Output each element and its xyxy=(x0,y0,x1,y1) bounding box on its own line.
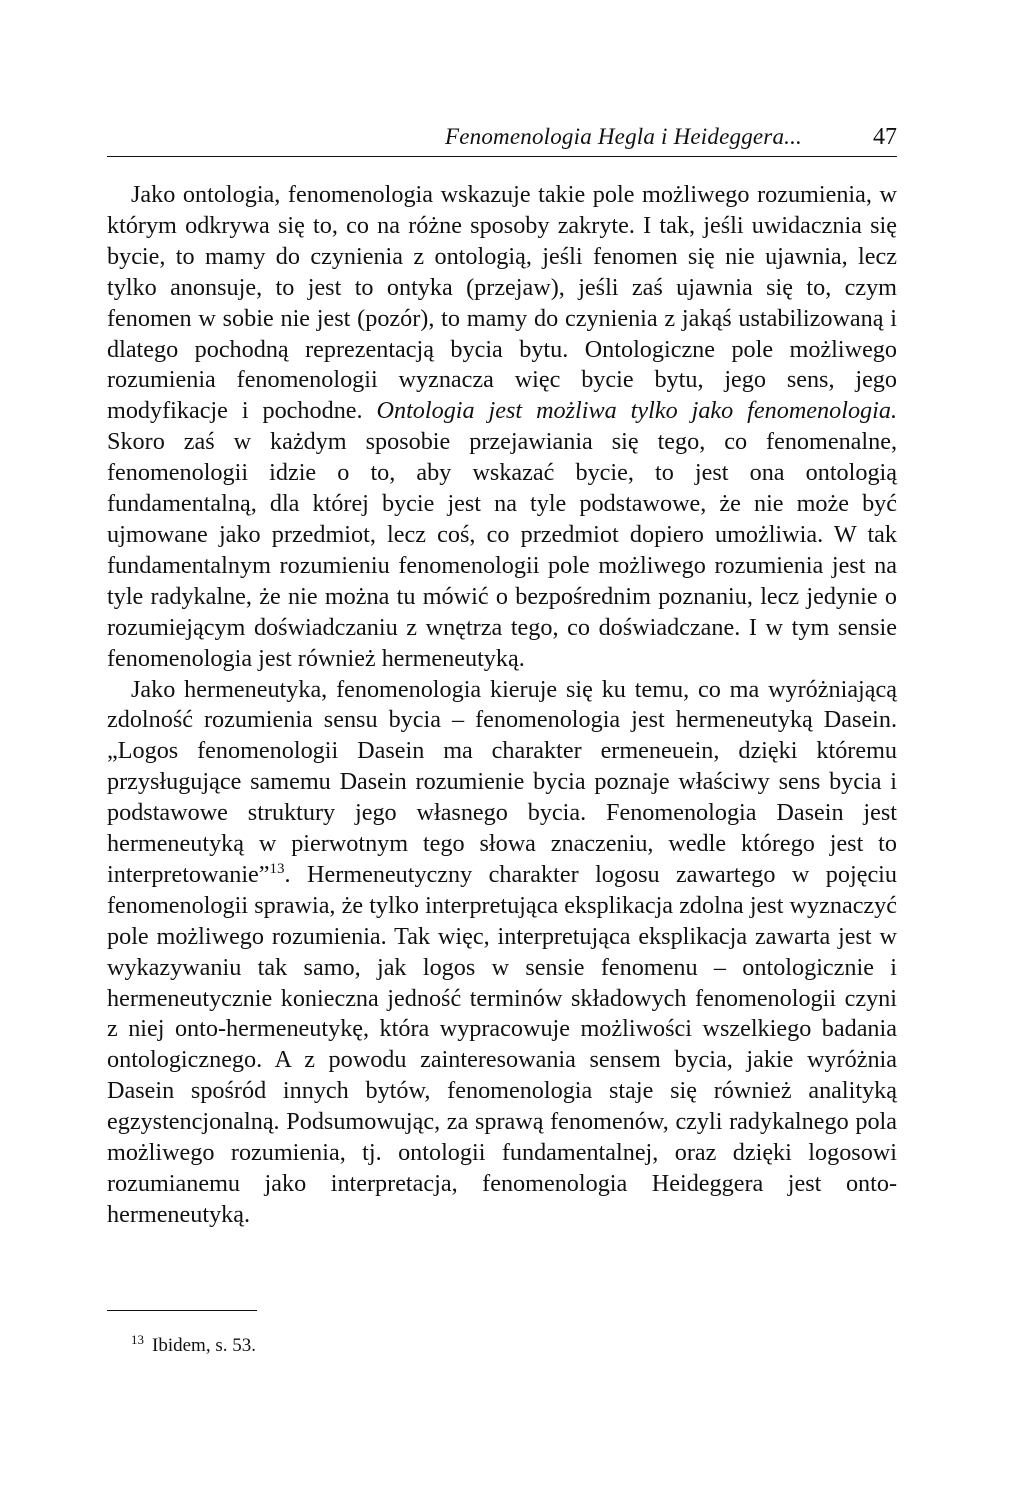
footnote-text: Ibidem, s. 53. xyxy=(152,1335,256,1356)
header-rule xyxy=(107,156,897,157)
paragraph-1 xyxy=(107,180,897,675)
page-number: 47 xyxy=(873,124,897,150)
paragraph-1-text-b: Skoro zaś w każdym sposobie przejawiania się tego, co fenomenalne, fenomenologii idzie o to, aby wskazać bycie, to jest ona ontologią fundamentalną, dla której bycie jest na tyle podstawowe, że nie może być ujmowane jako przedmiot, lecz coś, co przedmiot dopiero umożliwia. W tak fundamentalnym rozumieniu fenomenologii pole możliwego rozumienia jest na tyle radykalne, że nie można tu mówić o bezpośrednim poznaniu, lecz jedynie o rozumiejącym doświadczaniu z wnętrza tego, co doświadczane. I w tym sensie fenomenologia jest również hermeneutyką. xyxy=(107,428,897,672)
running-head xyxy=(107,122,897,156)
paragraph-1-emphasis: Ontologia jest możliwa tylko jako fenomenologia. xyxy=(376,397,897,425)
paragraph-1-text-a: Jako ontologia, fenomenologia wskazuje takie pole możliwego rozumienia, w którym odkrywa się to, co na różne sposoby zakryte. I tak, jeśli uwidacznia się bycie, to mamy do czynienia z ontologią, jeśli fenomen się nie ujawnia, lecz tylko anonsuje, to jest to ontyka (przejaw), jeśli zaś ujawnia się to, czym fenomen w sobie nie jest (pozór), to mamy do czynienia z jakąś ustabilizowaną i dlatego pochodną reprezentacją bycia bytu. Ontologiczne pole możliwego rozumienia fenomenologii wyznacza więc bycie bytu, jego sens, jego modyfikacje i pochodne. xyxy=(107,181,897,425)
paragraph-2 xyxy=(107,675,897,1231)
footnote xyxy=(131,1333,256,1359)
book-page xyxy=(107,0,897,1490)
footnote-number: 13 xyxy=(131,1331,144,1347)
body-text xyxy=(107,180,897,1231)
footnote-rule xyxy=(107,1310,257,1311)
running-title: Fenomenologia Hegla i Heideggera... xyxy=(444,124,802,149)
footnote-reference[interactable]: 13 xyxy=(269,860,285,877)
paragraph-2-text-a: Jako hermeneutyka, fenomenologia kieruje się ku temu, co ma wyróżniającą zdolność rozumienia sensu bycia – fenomenologia jest hermeneutyką Dasein. „Logos fenomenologii Dasein ma charakter ermeneuein, dzięki któremu przysługujące samemu Dasein rozumienie bycia poznaje właściwy sens bycia i podstawowe struktury jego własnego bycia. Fenomenologia Dasein jest hermeneutyką w pierwotnym tego słowa znaczeniu, wedle którego jest to interpretowanie” xyxy=(107,675,897,888)
paragraph-2-text-b: . Hermeneutyczny charakter logosu zawartego w pojęciu fenomenologii sprawia, że tylko interpretująca eksplikacja zdolna jest wyznaczyć pole możliwego rozumienia. Tak więc, interpretująca eksplikacja zawarta jest w wykazywaniu tak samo, jak logos w sensie fenomenu – ontologicznie i hermeneutycznie konieczna jedność terminów składowych fenomenologii czyni z niej onto-hermeneutykę, która wypracowuje możliwości wszelkiego badania ontologicznego. A z powodu zainteresowania sensem bycia, jakie wyróżnia Dasein spośród innych bytów, fenomenologia staje się również analityką egzystencjonalną. Podsumowując, za sprawą fenomenów, czyli radykalnego pola możliwego rozumienia, tj. ontologii fundamentalnej, oraz dzięki logosowi rozumianemu jako interpretacja, fenomenologia Heideggera jest onto-hermeneutyką. xyxy=(107,860,897,1228)
